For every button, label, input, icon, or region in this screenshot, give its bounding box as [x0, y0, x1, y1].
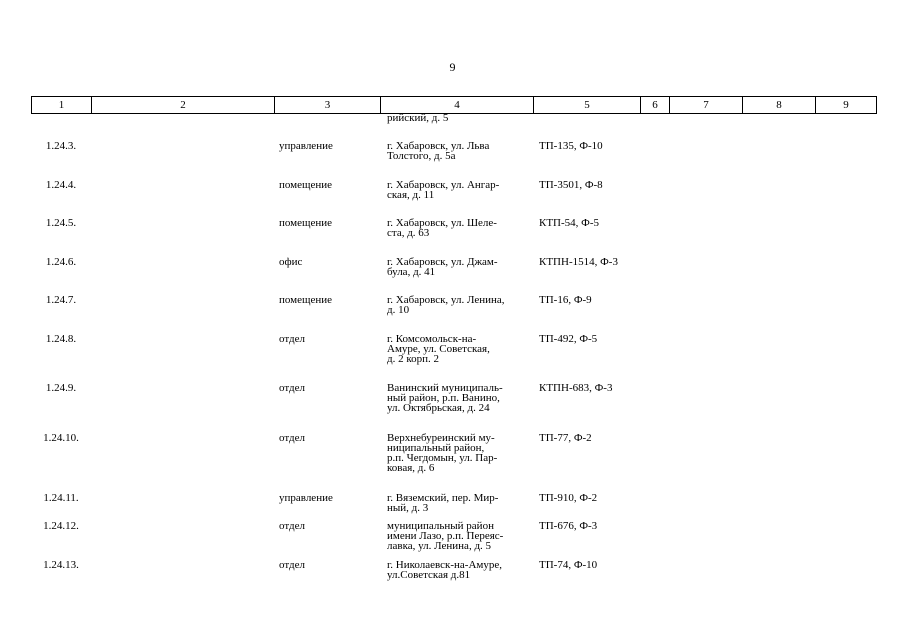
address-line: ковая, д. 6	[387, 462, 435, 474]
address-line: Амуре, ул. Советская,	[387, 343, 490, 355]
row-address	[387, 218, 497, 238]
column-header-4: 4	[381, 97, 534, 114]
row-number: 1.24.3.	[45, 140, 77, 152]
row-number: 1.24.8.	[45, 333, 77, 345]
address-line: Верхнебуреинский му-	[387, 432, 495, 444]
address-line: Толстого, д. 5а	[387, 150, 456, 162]
column-header-table	[31, 96, 877, 114]
page-number: 9	[449, 60, 456, 74]
row-address	[387, 521, 503, 551]
row-number: 1.24.6.	[45, 256, 77, 268]
address-line: ста, д. 63	[387, 227, 430, 239]
row-substation: ТП-492, Ф-5	[539, 333, 598, 345]
column-header-row	[32, 97, 877, 114]
column-header-3: 3	[275, 97, 381, 114]
row-address	[387, 383, 503, 413]
row-substation: КТПН-1514, Ф-3	[539, 256, 618, 268]
column-header-2: 2	[92, 97, 275, 114]
row-substation: ТП-3501, Ф-8	[539, 179, 603, 191]
column-header-9: 9	[816, 97, 877, 114]
address-line: г. Хабаровск, ул. Льва	[387, 140, 490, 152]
row-address	[387, 493, 498, 513]
column-header-7: 7	[670, 97, 743, 114]
row-object-type: управление	[279, 492, 333, 504]
address-line: ниципальный район,	[387, 442, 485, 454]
address-line: ный район, р.п. Ванино,	[387, 392, 500, 404]
address-line: г. Хабаровск, ул. Шеле-	[387, 217, 497, 229]
row-number: 1.24.9.	[45, 382, 77, 394]
row-substation: ТП-135, Ф-10	[539, 140, 603, 152]
address-line: г. Хабаровск, ул. Джам-	[387, 256, 498, 268]
row-substation: ТП-676, Ф-3	[539, 520, 598, 532]
address-line: г. Хабаровск, ул. Ленина,	[387, 294, 505, 306]
row-number: 1.24.13.	[43, 559, 79, 571]
row-object-type: отдел	[279, 559, 305, 571]
column-header-8: 8	[743, 97, 816, 114]
column-header-1: 1	[32, 97, 92, 114]
row-substation: ТП-16, Ф-9	[539, 294, 592, 306]
address-line: г. Николаевск-на-Амуре,	[387, 559, 502, 571]
row-address	[387, 257, 498, 277]
row-object-type: отдел	[279, 520, 305, 532]
row-address	[387, 141, 489, 161]
address-line: г. Комсомольск-на-	[387, 333, 477, 345]
address-line: г. Вяземский, пер. Мир-	[387, 492, 499, 504]
row-object-type: офис	[279, 256, 303, 268]
row-object-type: отдел	[279, 432, 305, 444]
address-line: д. 2 корп. 2	[387, 353, 440, 365]
address-line: ская, д. 11	[387, 189, 435, 201]
row-address	[387, 433, 497, 473]
row-substation: КТП-54, Ф-5	[539, 217, 600, 229]
row-address	[387, 334, 490, 364]
address-line: р.п. Чегдомын, ул. Пар-	[387, 452, 498, 464]
row-object-type: помещение	[279, 294, 333, 306]
address-line: ный, д. 3	[387, 502, 429, 514]
row-object-type: помещение	[279, 179, 333, 191]
address-line: була, д. 41	[387, 266, 436, 278]
address-line: д. 10	[387, 304, 410, 316]
address-line: ул. Октябрьская, д. 24	[387, 402, 490, 414]
column-header-5: 5	[534, 97, 641, 114]
row-object-type: отдел	[279, 333, 305, 345]
row-number: 1.24.12.	[43, 520, 79, 532]
cut-off-address-line: рийский, д. 5	[387, 112, 449, 124]
row-number: 1.24.5.	[45, 217, 77, 229]
address-line: имени Лазо, р.п. Переяс-	[387, 530, 504, 542]
row-object-type: помещение	[279, 217, 333, 229]
address-line: г. Хабаровск, ул. Ангар-	[387, 179, 500, 191]
row-address	[387, 560, 502, 580]
row-substation: КТПН-683, Ф-3	[539, 382, 613, 394]
address-line: муниципальный район	[387, 520, 494, 532]
row-number: 1.24.4.	[45, 179, 77, 191]
address-line: Ванинский муниципаль-	[387, 382, 503, 394]
row-substation: ТП-910, Ф-2	[539, 492, 598, 504]
row-object-type: отдел	[279, 382, 305, 394]
row-address	[387, 295, 505, 315]
address-line: лавка, ул. Ленина, д. 5	[387, 540, 492, 552]
column-header-6: 6	[641, 97, 670, 114]
row-object-type: управление	[279, 140, 333, 152]
row-substation: ТП-77, Ф-2	[539, 432, 592, 444]
row-number: 1.24.7.	[45, 294, 77, 306]
address-line: ул.Советская д.81	[387, 569, 471, 581]
row-substation: ТП-74, Ф-10	[539, 559, 598, 571]
row-number: 1.24.11.	[43, 492, 79, 504]
row-number: 1.24.10.	[43, 432, 79, 444]
row-address	[387, 180, 499, 200]
